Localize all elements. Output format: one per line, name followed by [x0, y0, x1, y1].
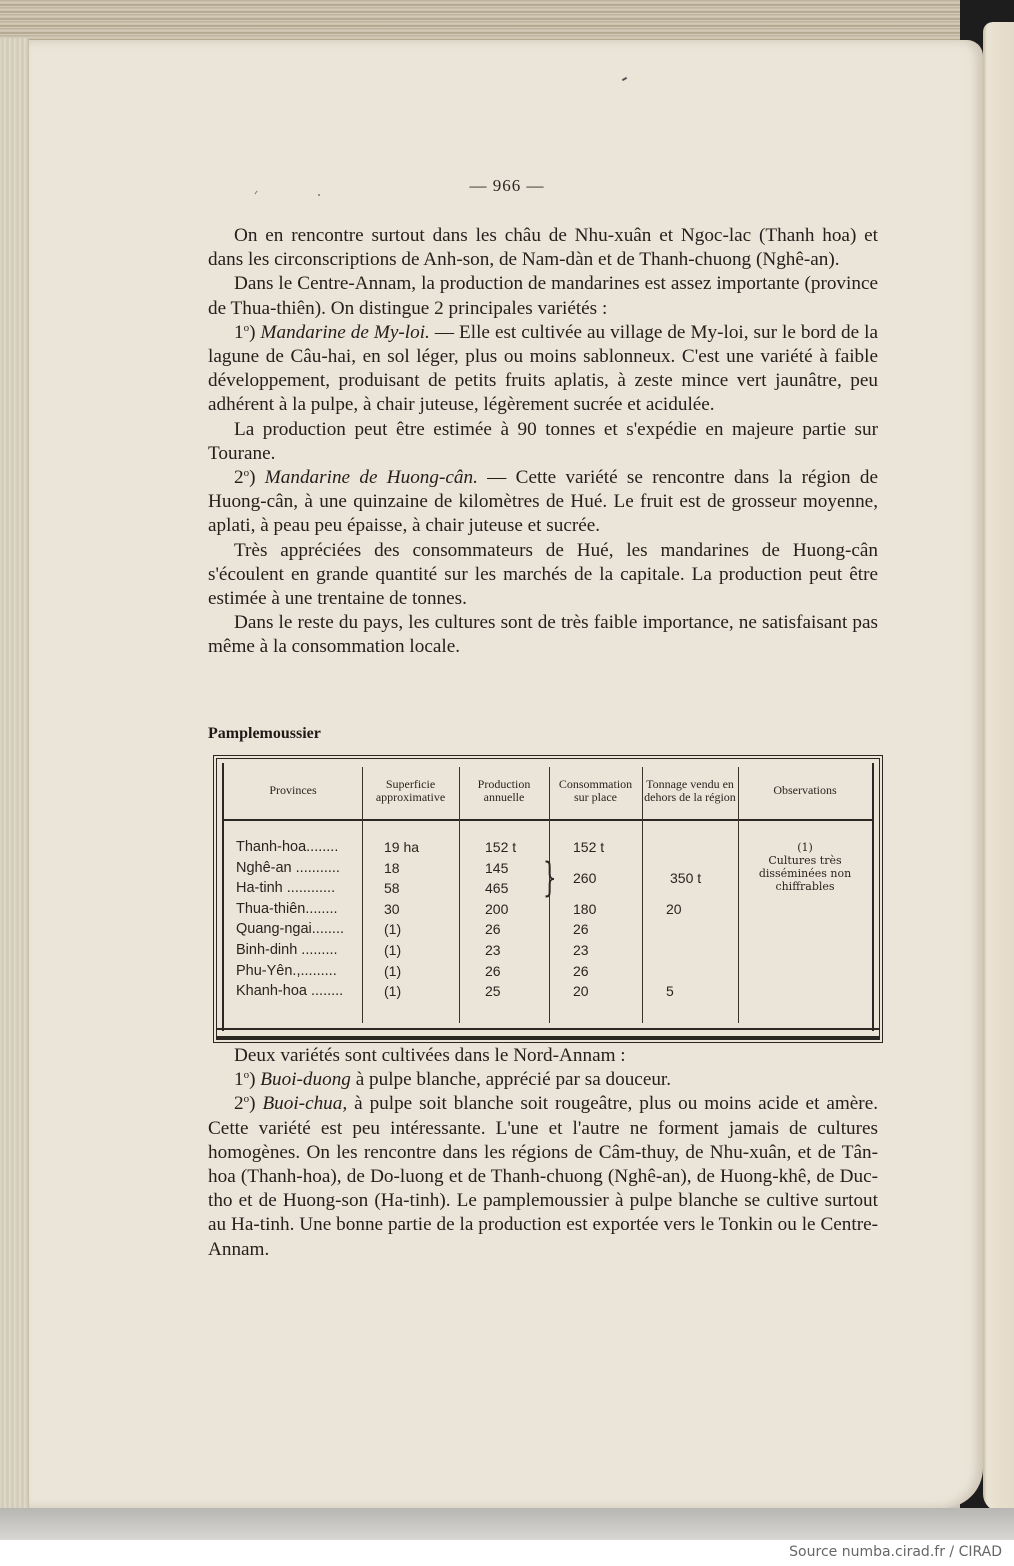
cell-superficie: 58	[384, 880, 400, 897]
text-run: à pulpe soit blanche soit rougeâtre, plus ou moins acide et amère. Cette variété est peu intéressante. L'une et l'autre ne forment jamais de cultures homogènes. On les rencontre dans les régions de Câm-thuy, de Nhu-xuân, et de Tân-hoa (Thanh-hoa), de Do-luong et de Thanh-chuong (Nghê-an), de Huong-khê, de Duc-tho et de Huong-son (Ha-tinh). Le pamplemoussier à pulpe blanche se cultive surtout au Ha-tinh. Une bonne partie de la production est exportée vers le Tonkin ou le Centre-Annam.	[208, 1093, 879, 1260]
page-bottom-shadow	[0, 1508, 1014, 1540]
province-name: Khanh-hoa ........	[236, 983, 344, 1000]
cell-production: 200	[485, 900, 509, 917]
grouped-consommation: 260	[573, 869, 597, 886]
text-run: Dans le reste du pays, les cultures sont de très faible importance, ne satisfaisant pas même à la consommation locale.	[208, 612, 878, 658]
observation-note	[742, 841, 868, 893]
text-run: )	[249, 1069, 261, 1091]
paragraph	[208, 1068, 878, 1092]
italic-text: Mandarine de Huong-cân.	[264, 467, 478, 489]
cell-superficie: (1)	[384, 942, 402, 958]
page-stack-left-edge	[0, 38, 29, 1508]
facing-page-edge	[983, 22, 1014, 1512]
cell-consommation: 23	[573, 942, 589, 958]
paragraph	[208, 321, 878, 418]
text-run: On en rencontre surtout dans les châu de Nhu-xuân et Ngoc-lac (Thanh hoa) et dans les circonscriptions de Anh-son, de Nam-dàn et de Thanh-chuong (Nghê-an).	[208, 225, 878, 271]
grouping-brace: }	[542, 854, 557, 901]
table-body	[222, 763, 874, 1031]
observation-text: Cultures très disséminées non chiffrables	[758, 854, 852, 893]
cell-consommation: 180	[573, 900, 597, 917]
column-header-production: Production annuelle	[477, 776, 531, 804]
text-run: Très appréciées des consommateurs de Hué, les mandarines de Huong-cân s'écoulent en grande quantité sur les marchés de la capitale. La production peut être estimée à une trentaine de tonnes.	[208, 539, 878, 610]
cell-superficie: (1)	[384, 983, 402, 1000]
paragraph	[208, 611, 878, 659]
production-table	[213, 755, 883, 1043]
body-text-top	[208, 224, 878, 660]
italic-text: Buoi-chua,	[262, 1093, 348, 1115]
text-run: — Cette variété se rencontre dans la région de Huong-cân, à une quinzaine de kilomètres de Hué. Le fruit est de grosseur moyenne, aplati, à peau peu épaisse, à chair juteuse et sucrée.	[208, 467, 878, 537]
column-header-tonnage: Tonnage vendu en dehors de la région	[644, 776, 736, 804]
footnote-marker: (1)	[797, 841, 813, 854]
paragraph	[208, 1092, 878, 1261]
cell-superficie: 19 ha	[384, 839, 420, 855]
cell-production: 145	[485, 859, 509, 876]
cell-production: 25	[485, 983, 501, 1000]
cell-production: 26	[485, 962, 501, 979]
column-separator	[642, 767, 643, 1023]
province-name: Binh-dinh .........	[236, 942, 338, 958]
text-run: La production peut être estimée à 90 tonnes et s'expédie en majeure partie sur Tourane.	[208, 418, 878, 464]
column-header-superficie: Superficie approximative	[375, 776, 446, 804]
text-run: Dans le Centre-Annam, la production de mandarines est assez importante (province de Thua-thiên). On distingue 2 principales variétés :	[208, 273, 878, 319]
page-stack-top-edge	[0, 0, 990, 40]
column-separator	[362, 767, 363, 1023]
text-run: à pulpe blanche, apprécié par sa douceur.	[350, 1069, 672, 1091]
section-heading: Pamplemoussier	[208, 725, 321, 742]
cell-superficie: 30	[384, 900, 400, 917]
text-run: Deux variétés sont cultivées dans le Nord-Annam :	[234, 1045, 626, 1066]
paragraph	[208, 224, 878, 272]
cell-superficie: (1)	[384, 921, 402, 938]
cell-consommation: 20	[573, 983, 589, 1000]
text-run: 2	[234, 1093, 244, 1115]
cell-production: 152 t	[485, 839, 517, 855]
ordinal-superscript: o	[243, 467, 250, 480]
ordinal-superscript: o	[243, 1069, 250, 1082]
cell-consommation: 152 t	[573, 839, 605, 855]
cell-superficie: (1)	[384, 962, 402, 979]
province-name: Thanh-hoa........	[236, 839, 339, 855]
italic-text: Buoi-duong	[260, 1069, 351, 1091]
cell-tonnage: 20	[666, 900, 682, 917]
text-run: 2	[234, 467, 244, 489]
column-separator	[738, 767, 739, 1023]
province-name: Quang-ngai........	[236, 921, 345, 938]
cell-production: 23	[485, 942, 501, 958]
paragraph	[208, 272, 878, 320]
source-caption: Source numba.cirad.fr / CIRAD	[789, 1544, 1002, 1560]
table-bottom-rule	[217, 1028, 879, 1039]
cell-production: 465	[485, 880, 509, 897]
page-number: — 966 —	[469, 176, 545, 195]
text-run: 1	[234, 1069, 244, 1091]
ordinal-superscript: o	[243, 1093, 250, 1106]
cell-production: 26	[485, 921, 501, 938]
cell-consommation: 26	[573, 962, 589, 979]
text-run: )	[249, 1093, 263, 1115]
column-header-observations: Observations	[773, 783, 837, 798]
ordinal-superscript: o	[243, 321, 250, 334]
column-header-provinces: Provinces	[269, 783, 317, 798]
column-header-consommation: Consommation sur place	[558, 776, 633, 804]
text-run: )	[249, 321, 261, 343]
body-text-bottom	[208, 1044, 878, 1262]
paragraph	[208, 539, 878, 612]
column-separator	[459, 767, 460, 1023]
header-rule	[224, 819, 872, 821]
cell-superficie: 18	[384, 859, 400, 876]
cell-tonnage: 5	[666, 983, 674, 1000]
province-name: Phu-Yên.,.........	[236, 962, 337, 979]
paragraph	[208, 418, 878, 466]
grouped-tonnage: 350 t	[670, 869, 702, 886]
cell-consommation: 26	[573, 921, 589, 938]
text-run: )	[249, 467, 265, 489]
text-run: 1	[234, 321, 244, 343]
province-name: Thua-thiên........	[236, 900, 338, 917]
province-name: Ha-tinh ............	[236, 880, 336, 897]
province-name: Nghê-an ...........	[236, 859, 340, 876]
text-run: — Elle est cultivée au village de My-loi, sur le bord de la lagune de Câu-hai, en sol léger, plus ou moins sablonneux. C'est une variété à faible développement, produisant de petits fruits aplatis, à zeste mince vert jaunâtre, peu adhérent à la pulpe, à chair juteuse, légèrement sucrée et acidulée.	[208, 321, 879, 416]
paragraph	[208, 1044, 878, 1068]
italic-text: Mandarine de My-loi.	[260, 321, 430, 343]
paragraph	[208, 466, 878, 539]
